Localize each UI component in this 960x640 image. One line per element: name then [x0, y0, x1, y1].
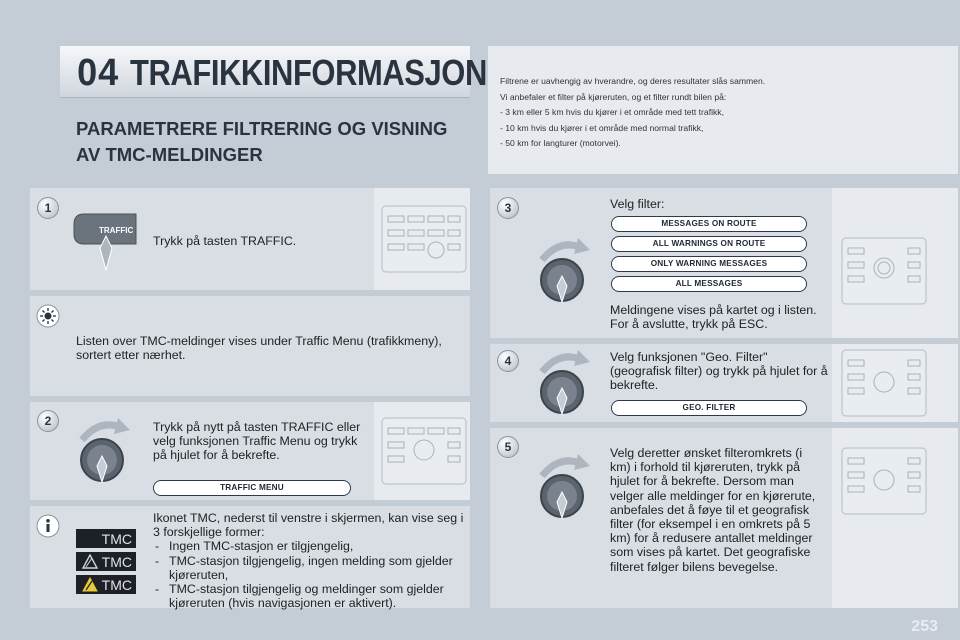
tmc-icon-warning [76, 575, 136, 594]
filter-option-all-warnings-on-route[interactable]: ALL WARNINGS ON ROUTE [611, 236, 807, 252]
info-item: - TMC-stasjon tilgjengelig og meldinger som gjelder kjøreruten (hvis navigasjonen er aktivert). [153, 582, 465, 610]
info-item: - Ingen TMC-stasjon er tilgjengelig, [153, 539, 465, 553]
info-item: - TMC-stasjon tilgjengelig, ingen melding som gjelder kjøreruten, [153, 554, 465, 582]
tmc-label: TMC [101, 576, 132, 593]
note-line: Vi anbefaler et filter på kjøreruten, og et filter rundt bilen på: [500, 91, 727, 102]
traffic-key-label: TRAFFIC [99, 226, 134, 235]
traffic-key-icon [70, 206, 140, 272]
tmc-label: TMC [101, 530, 132, 547]
step4-badge: 4 [497, 350, 519, 372]
rotary-knob-icon [532, 236, 598, 306]
step3-text: Meldingene vises på kartet og i listen. For å avslutte, trykk på ESC. [610, 303, 817, 332]
note-line: - 10 km hvis du kjører i et område med normal trafikk, [500, 122, 704, 133]
tmc-icon-available [76, 552, 136, 571]
note-line: - 3 km eller 5 km hvis du kjører i et område med tett trafikk, [500, 107, 724, 117]
radio-unit-image [836, 346, 932, 420]
tip-text: Listen over TMC-meldinger vises under Traffic Menu (trafikkmeny), sortert etter nærhet. [76, 334, 442, 363]
note-line: - 50 km for langturer (motorvei). [500, 138, 621, 148]
step5-text: Velg deretter ønsket filteromkrets (i km) i forhold til kjøreruten, trykk på hjulet for å bekrefte. Dersom man velger alle meldinger for en kjørerute, anbefales det å føye til et geografisk filter (for eksempel i en omkrets på 5 km) for å redusere antallet meldinger som vises på kartet. Det geografiske filteret følger bilens bevegelse. [610, 446, 816, 574]
step3-title: Velg filter: [610, 197, 665, 211]
radio-unit-image [376, 202, 472, 276]
note-line: Filtrene er uavhengig av hverandre, og deres resultater slås sammen. [500, 76, 766, 86]
page-title: TRAFIKKINFORMASJON [130, 52, 487, 93]
radio-unit-image [376, 414, 472, 488]
section-subtitle: PARAMETRERE FILTRERING OG VISNING AV TMC-MELDINGER [76, 118, 448, 165]
tmc-label: TMC [101, 553, 132, 570]
info-icon [36, 514, 60, 538]
radio-unit-image [836, 234, 932, 308]
step2-text: Trykk på nytt på tasten TRAFFIC eller velg funksjonen Traffic Menu og trykk på hjulet for å bekrefte. [153, 420, 361, 463]
page-number: 253 [911, 618, 938, 635]
note-text [500, 74, 940, 152]
rotary-knob-icon [532, 452, 598, 522]
info-intro: Ikonet TMC, nederst til venstre i skjermen, kan vise seg i 3 forskjellige former: [153, 511, 464, 540]
step2-badge: 2 [37, 410, 59, 432]
chapter-number: 04 [77, 52, 120, 94]
info-text [153, 511, 465, 610]
rotary-knob-icon [532, 348, 598, 418]
traffic-menu-option[interactable]: TRAFFIC MENU [153, 480, 351, 496]
filter-option-messages-on-route[interactable]: MESSAGES ON ROUTE [611, 216, 807, 232]
radio-unit-image [836, 444, 932, 518]
step5-badge: 5 [497, 436, 519, 458]
step1-badge: 1 [37, 197, 59, 219]
tmc-icon-none [76, 529, 136, 548]
step1-text: Trykk på tasten TRAFFIC. [153, 234, 297, 248]
step4-text: Velg funksjonen "Geo. Filter" (geografisk filter) og trykk på hjulet for å bekrefte. [610, 350, 828, 393]
geo-filter-option[interactable]: GEO. FILTER [611, 400, 807, 416]
lightbulb-icon [36, 304, 60, 328]
step3-badge: 3 [497, 197, 519, 219]
filter-option-all-messages[interactable]: ALL MESSAGES [611, 276, 807, 292]
rotary-knob-icon [72, 416, 138, 486]
filter-option-only-warning-messages[interactable]: ONLY WARNING MESSAGES [611, 256, 807, 272]
